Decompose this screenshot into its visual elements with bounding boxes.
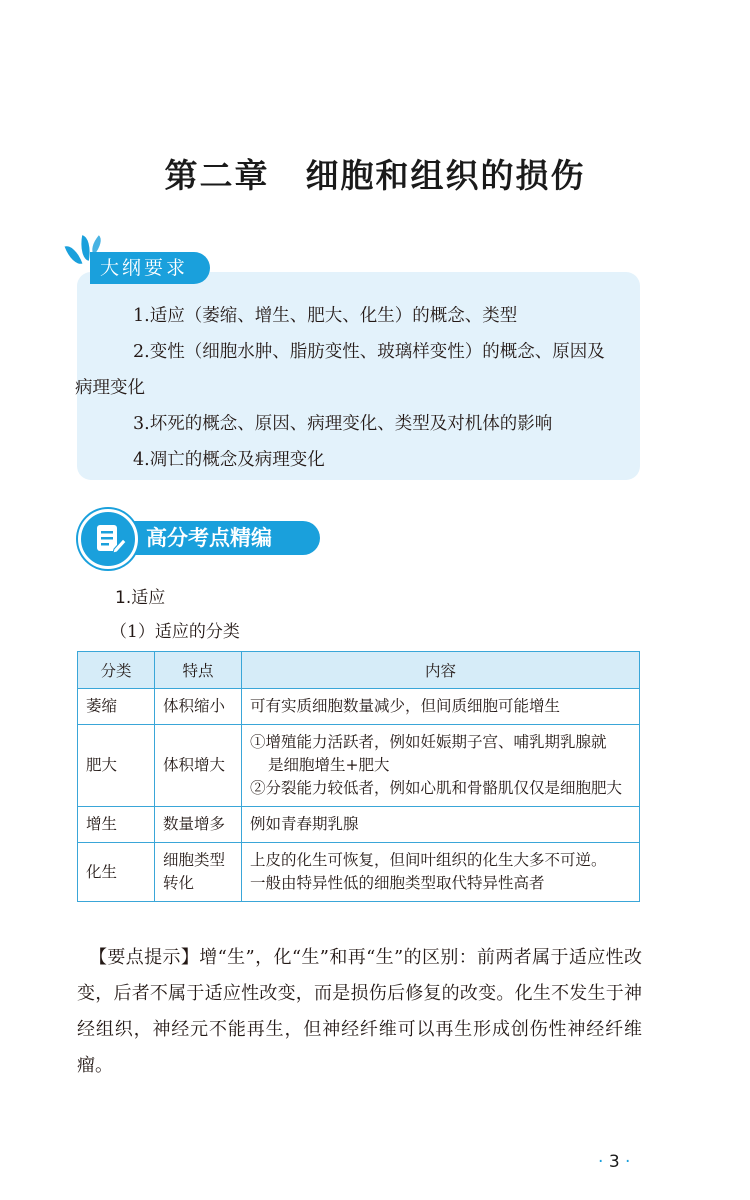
subheading-classification: （1）适应的分类 [110, 622, 240, 642]
requirement-item: 1.适应（萎缩、增生、肥大、化生）的概念、类型 [133, 306, 518, 326]
requirement-item-continued: 病理变化 [75, 378, 145, 398]
table-cell-content [242, 689, 640, 725]
table-cell-type: 增生 [78, 807, 155, 843]
content-line: ①增殖能力活跃者，例如妊娠期子宫、哺乳期乳腺就 [250, 733, 607, 751]
requirement-item: 3.坏死的概念、原因、病理变化、类型及对机体的影响 [133, 414, 553, 434]
table-cell-content [242, 807, 640, 843]
table-cell-feature: 体积缩小 [155, 689, 242, 725]
content-line: 是细胞增生+肥大 [268, 756, 390, 774]
table-header: 内容 [242, 652, 640, 689]
key-point-tip [77, 940, 642, 1084]
table-row [78, 843, 640, 902]
dot-icon: · [625, 1152, 631, 1172]
requirements-tab: 大纲要求 [90, 252, 210, 284]
table-cell-type: 肥大 [78, 725, 155, 807]
dot-icon: · [598, 1152, 604, 1172]
tip-label: 【要点提示】 [89, 947, 200, 968]
table-cell-feature: 体积增大 [155, 725, 242, 807]
page-number [598, 1152, 630, 1172]
content-line: 上皮的化生可恢复，但间叶组织的化生大多不可逆。 [250, 851, 607, 869]
content-line: ②分裂能力较低者，例如心肌和骨骼肌仅仅是细胞肥大 [250, 779, 623, 797]
table-row [78, 807, 640, 843]
table-cell-feature: 数量增多 [155, 807, 242, 843]
requirement-item: 2.变性（细胞水肿、脂肪变性、玻璃样变性）的概念、原因及 [133, 342, 605, 362]
tip-text: 增“生”，化“生”和再“生”的区别：前两者属于适应性改变，后者不属于适应性改变，而是损伤后修复的改变。化生不发生于神经组织，神经元不能再生，但神经纤维可以再生形成创伤性神经纤维瘤。 [77, 947, 643, 1076]
table-header: 特点 [155, 652, 242, 689]
chapter-label: 第二章 [164, 156, 270, 195]
table-header-row [78, 652, 640, 689]
section-header [78, 515, 318, 559]
content-line: 一般由特异性低的细胞类型取代特异性高者 [250, 874, 545, 892]
table-cell-feature: 细胞类型转化 [155, 843, 242, 902]
requirement-item: 4.凋亡的概念及病理变化 [133, 450, 325, 470]
page-number-value: 3 [608, 1152, 620, 1172]
section-title: 高分考点精编 [110, 521, 320, 555]
chapter-title [0, 150, 750, 197]
content-line: 例如青春期乳腺 [250, 815, 359, 833]
table-cell-content [242, 843, 640, 902]
table-row [78, 689, 640, 725]
chapter-name: 细胞和组织的损伤 [305, 156, 586, 195]
table-row [78, 725, 640, 807]
table-cell-content [242, 725, 640, 807]
adaptation-table [77, 651, 640, 902]
requirements-list [75, 298, 635, 478]
content-line: 可有实质细胞数量减少，但间质细胞可能增生 [250, 697, 561, 715]
table-cell-type: 萎缩 [78, 689, 155, 725]
table-header: 分类 [78, 652, 155, 689]
heading-adaptation: 1.适应 [115, 588, 166, 608]
leaf-icon [65, 243, 83, 267]
table-cell-type: 化生 [78, 843, 155, 902]
notebook-pen-icon [78, 509, 138, 569]
